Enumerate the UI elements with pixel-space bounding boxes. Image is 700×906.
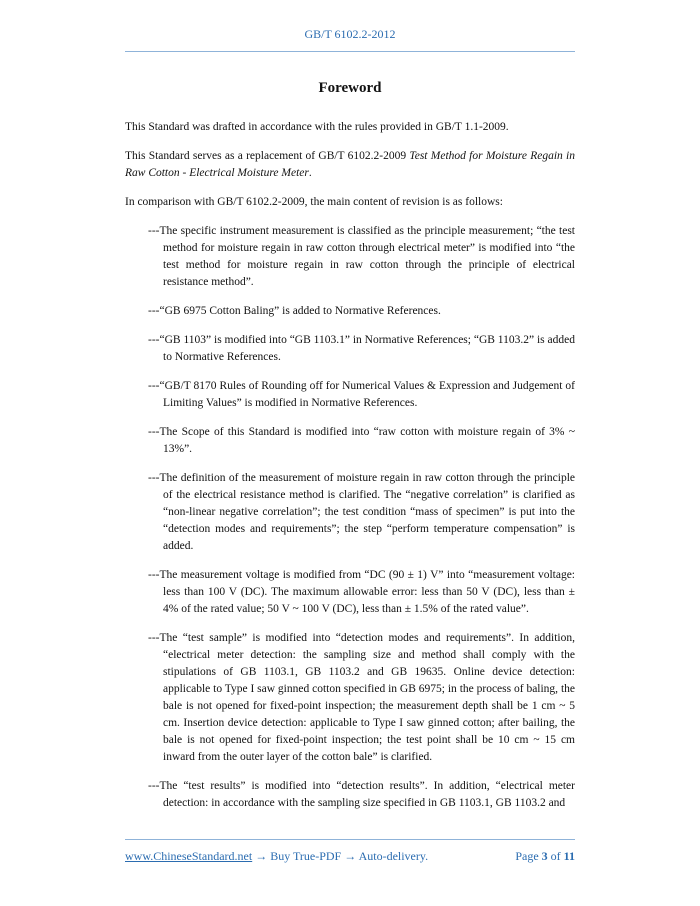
site-link[interactable]: www.ChineseStandard.net — [125, 849, 253, 863]
intro-paragraph: This Standard was drafted in accordance with the rules provided in GB/T 1.1-2009. — [125, 121, 509, 133]
replacement-paragraph — [125, 148, 575, 182]
document-body — [125, 119, 575, 824]
page-total: 11 — [563, 849, 575, 863]
promo-text: → Buy True-PDF → Auto-delivery. — [252, 849, 429, 863]
revision-item: ---The definition of the measurement of moisture regain in raw cotton through the principle of the electrical resistance method is clarified. The “negative correlation” is clarified as “non-linear negative correlation”; the test condition “mass of specimen” is put into the “detection modes and requirements”; the step “perform temperature compensation” is added. — [148, 472, 575, 552]
revision-item: ---The Scope of this Standard is modified into “raw cotton with moisture regain of 3% ~ 13%”. — [148, 426, 575, 455]
running-header: GB/T 6102.2-2012 — [304, 27, 396, 41]
revision-item: ---“GB/T 8170 Rules of Rounding off for Numerical Values & Expression and Judgement of Limiting Values” is modified in Normative References. — [148, 380, 575, 409]
page-number — [515, 849, 575, 864]
comparison-paragraph: In comparison with GB/T 6102.2-2009, the main content of revision is as follows: — [125, 196, 503, 208]
revision-item: ---“GB 6975 Cotton Baling” is added to Normative References. — [148, 305, 441, 317]
revision-item: ---The specific instrument measurement is classified as the principle measurement; “the test method for moisture regain in raw cotton through electrical meter” is modified into “the test method for moisture regain in raw cotton through the principle of electrical resistance method”. — [148, 225, 575, 288]
page-of: of — [550, 849, 561, 863]
page-current: 3 — [541, 849, 548, 863]
page-label: Page — [515, 849, 539, 863]
replaced-standard-title: Test Method for Moisture Regain in Raw Cotton - Electrical Moisture Meter — [125, 150, 575, 179]
revision-item: ---“GB 1103” is modified into “GB 1103.1” in Normative References; “GB 1103.2” is added to Normative References. — [148, 334, 575, 363]
revision-item: ---The “test sample” is modified into “detection modes and requirements”. In addition, “electrical meter detection: the sampling size and method shall comply with the stipulations of GB 1103.1, GB 1103.2 and GB 19635. Online device detection: applicable to Type I saw ginned cotton specified in GB 6975; in the process of baling, the bale is not opened for fixed-point inspection; the measurement depth shall be 1 cm ~ 5 cm. Insertion device detection: applicable to Type I saw ginned cotton; after bailing, the bale is not opened for fixed-point inspection; the test point shall be 10 cm ~ 15 cm inward from the outer layer of the cotton bale” is clarified. — [148, 632, 575, 763]
revision-item: ---The “test results” is modified into “detection results”. In addition, “electrical meter detection: in accordance with the sampling size specified in GB 1103.1, GB 1103.2 and — [148, 780, 575, 809]
header-divider — [125, 51, 575, 52]
replacement-end: . — [308, 167, 312, 179]
footer-promo — [125, 849, 428, 864]
replacement-text: This Standard serves as a replacement of GB/T 6102.2-2009 — [125, 150, 410, 162]
footer-divider — [125, 839, 575, 840]
page-title: Foreword — [318, 80, 382, 96]
revision-item: ---The measurement voltage is modified from “DC (90 ± 1) V” into “measurement voltage: less than 100 V (DC). The maximum allowable error: less than 50 V (DC), less than ± 4% of the rated value; 50 V ~ 100 V (DC), less than ± 1.5% of the rated value”. — [148, 569, 575, 615]
